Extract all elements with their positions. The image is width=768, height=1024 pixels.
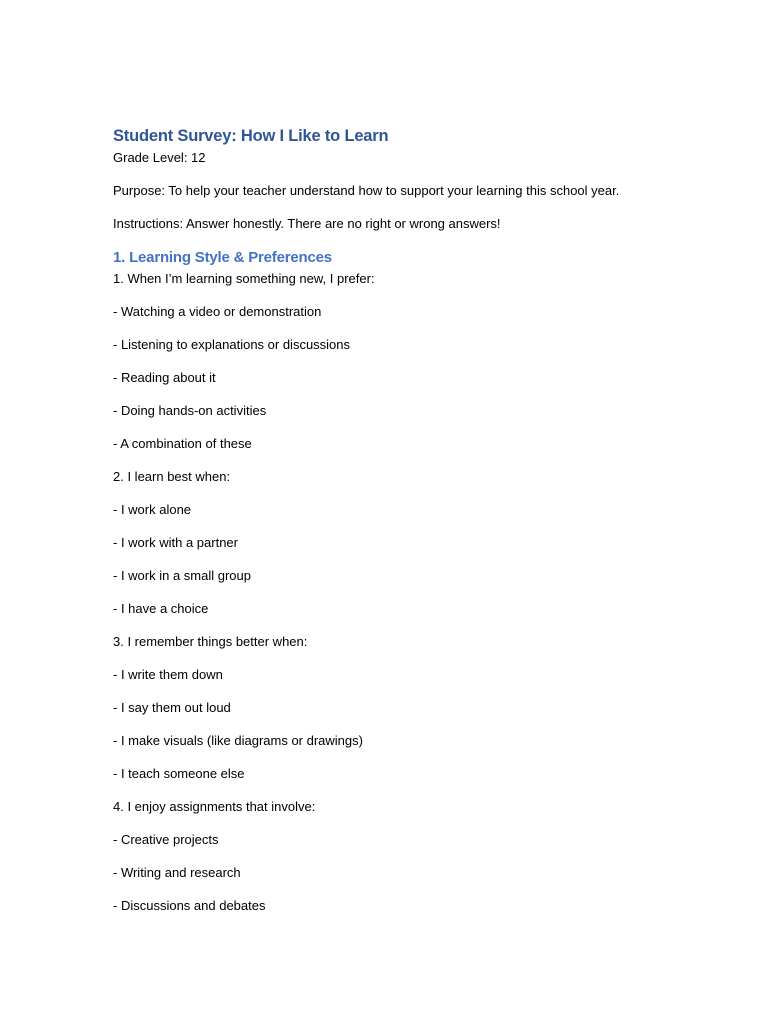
purpose-text: Purpose: To help your teacher understand how to support your learning this school year. — [113, 183, 620, 198]
list-item: - I teach someone else — [113, 766, 245, 781]
list-item: - Creative projects — [113, 832, 219, 847]
list-item: - Discussions and debates — [113, 898, 266, 913]
list-item: - Listening to explanations or discussions — [113, 337, 351, 352]
question-3: 3. I remember things better when: — [113, 634, 308, 649]
document-page — [113, 124, 673, 914]
list-item: - Watching a video or demonstration — [113, 304, 322, 319]
document-title: Student Survey: How I Like to Learn — [113, 127, 389, 145]
list-item: - A combination of these — [113, 436, 252, 451]
list-item: - I have a choice — [113, 601, 209, 616]
list-item: - Doing hands-on activities — [113, 403, 267, 418]
list-item: - I say them out loud — [113, 700, 231, 715]
list-item: - I make visuals (like diagrams or drawings) — [113, 733, 363, 748]
question-2: 2. I learn best when: — [113, 469, 231, 484]
list-item: - I work in a small group — [113, 568, 251, 583]
section-heading-learning-style: 1. Learning Style & Preferences — [113, 249, 332, 266]
question-list — [113, 270, 673, 914]
question-1: 1. When I’m learning something new, I prefer: — [113, 271, 375, 286]
list-item: - Writing and research — [113, 865, 241, 880]
grade-level: Grade Level: 12 — [113, 150, 206, 165]
list-item: - I work with a partner — [113, 535, 238, 550]
list-item: - I work alone — [113, 502, 192, 517]
question-4: 4. I enjoy assignments that involve: — [113, 799, 316, 814]
instructions-text: Instructions: Answer honestly. There are no right or wrong answers! — [113, 216, 501, 231]
list-item: - I write them down — [113, 667, 223, 682]
list-item: - Reading about it — [113, 370, 216, 385]
